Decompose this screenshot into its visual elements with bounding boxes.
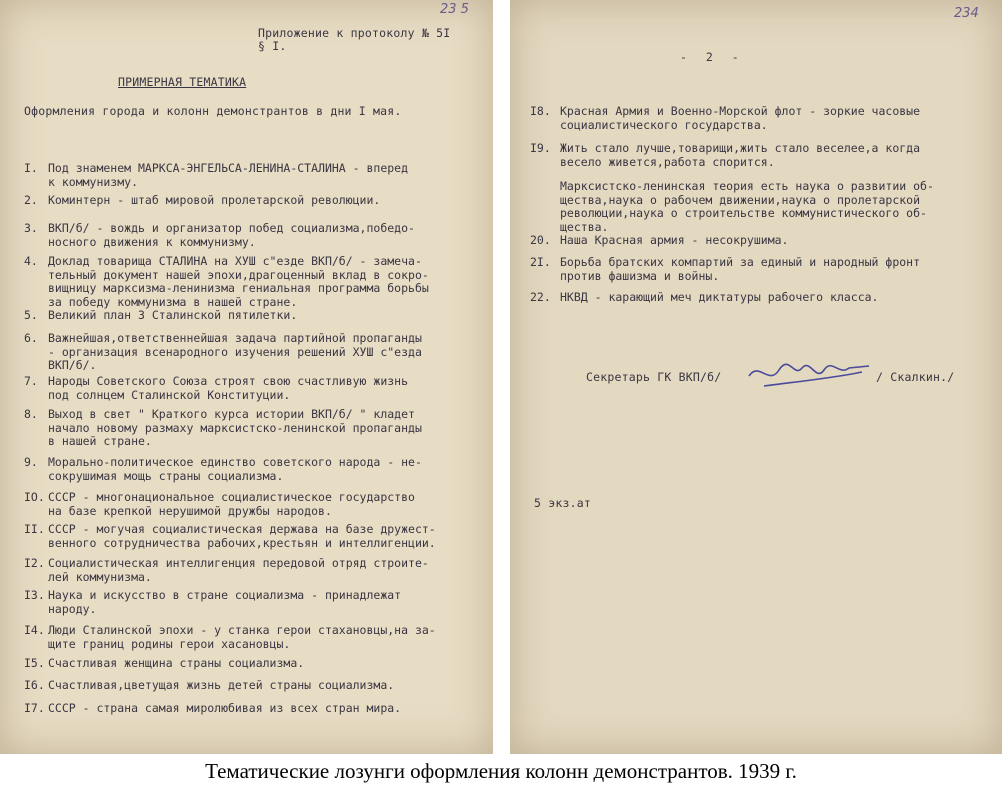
slogan-item (24, 194, 479, 208)
signature-title: Секретарь ГК ВКП/б/ (586, 370, 722, 384)
handwritten-signature (744, 356, 874, 396)
slogan-line: венного сотрудничества рабочих,крестьян и интеллигенции. (48, 535, 436, 550)
slogan-line: СССР - могучая социалистическая держава на базе дружест- (48, 522, 436, 536)
slogan-text (560, 142, 985, 169)
slogan-item (530, 142, 985, 169)
slogan-number: IO. (24, 490, 45, 504)
slogan-text (48, 702, 479, 716)
slogan-line: СССР - страна самая миролюбивая из всех стран мира. (48, 701, 402, 715)
slogan-number: 2. (24, 193, 38, 207)
slogan-line: носного движения к коммунизму. (48, 234, 256, 249)
slogan-line: Социалистическая интеллигенция передовой отряд строите- (48, 556, 429, 570)
slogan-line: Наука и искусство в стране социализма - принадлежат (48, 588, 402, 602)
slogan-item (24, 491, 479, 518)
slogan-number: 3. (24, 221, 38, 235)
slogan-line: Народы Советского Союза строят свою счастливую жизнь (48, 374, 409, 388)
slogan-line: на базе крепкой нерушимой дружбы народов. (48, 503, 332, 518)
slogan-number: 5. (24, 308, 38, 322)
slogan-line: Морально-политическое единство советского народа - не- (48, 455, 422, 469)
slogan-number: I8. (530, 104, 551, 118)
document-title: ПРИМЕРНАЯ ТЕМАТИКА (118, 75, 247, 89)
slogan-line: щества. (560, 219, 609, 234)
slogan-text (48, 624, 479, 651)
slogan-line: ВКП/б/. (48, 358, 97, 372)
slogan-number: I5. (24, 656, 45, 670)
slogan-text (48, 523, 479, 550)
slogan-text (48, 194, 479, 208)
slogan-text (560, 256, 985, 283)
slogan-number: II. (24, 522, 45, 536)
slogan-text (48, 589, 479, 616)
slogan-item (24, 557, 479, 584)
slogan-text (48, 408, 479, 449)
copies-note: 5 экз.ат (534, 496, 591, 510)
document-subtitle: Оформления города и колонн демонстрантов в дни I мая. (24, 104, 402, 118)
document-page-right (510, 0, 1002, 754)
slogan-line: НКВД - карающий меч диктатуры рабочего класса. (560, 290, 879, 304)
slogan-number: 6. (24, 331, 38, 345)
slogan-item (24, 456, 479, 483)
slogan-text (48, 657, 479, 671)
slogan-number: I7. (24, 701, 45, 715)
figure-caption: Тематические лозунги оформления колонн демонстрантов. 1939 г. (205, 759, 797, 783)
slogan-line: Наша Красная армия - несокрушима. (560, 233, 789, 247)
slogan-item (24, 309, 479, 323)
slogan-number: I. (24, 161, 38, 175)
slogan-text (48, 491, 479, 518)
slogan-line: Жить стало лучше,товарищи,жить стало веселее,а когда (560, 141, 921, 155)
slogan-line: социалистического государства. (560, 117, 768, 132)
slogan-line: начало новому размаху марксистско-ленинской пропаганды (48, 420, 422, 435)
slogan-number: 7. (24, 374, 38, 388)
slogan-line: Счастливая женщина страны социализма. (48, 656, 305, 670)
slogan-text (48, 162, 479, 189)
slogan-item (24, 657, 479, 671)
slogan-text (560, 291, 985, 305)
slogan-line: щите границ родины герои хасановцы. (48, 636, 291, 651)
slogan-number: 9. (24, 455, 38, 469)
slogan-line: против фашизма и войны. (560, 268, 720, 283)
archive-number: 234 (954, 6, 979, 21)
slogan-text (48, 679, 479, 693)
slogan-text (48, 332, 479, 373)
slogan-line: Под знаменем МАРКСА-ЭНГЕЛЬСА-ЛЕНИНА-СТАЛИНА - вперед (48, 161, 409, 175)
slogan-item (24, 624, 479, 651)
slogan-item (24, 702, 479, 716)
section-number: § I. (258, 39, 287, 53)
slogan-line: СССР - многонациональное социалистическое государство (48, 490, 415, 504)
slogan-line: вищницу марксизма-ленинизма гениальная программа борьбы (48, 281, 429, 295)
slogan-number: 8. (24, 407, 38, 421)
slogan-number: I6. (24, 678, 45, 692)
slogan-item (530, 256, 985, 283)
slogan-line: Выход в свет " Краткого курса истории ВКП/б/ " кладет (48, 407, 415, 421)
slogan-line: в нашей стране. (48, 434, 152, 448)
slogan-line: тельный документ нашей эпохи,драгоценный вклад в сокро- (48, 267, 429, 282)
slogan-line: Счастливая,цветущая жизнь детей страны социализма. (48, 678, 395, 692)
slogan-item (24, 222, 479, 249)
slogan-line: Марксистско-ленинская теория есть наука о развитии об- (560, 179, 934, 193)
slogan-line: весело живется,работа спорится. (560, 154, 775, 169)
slogan-item (530, 105, 985, 132)
slogan-text (560, 105, 985, 132)
slogan-text (48, 309, 479, 323)
slogan-item (530, 180, 985, 234)
slogan-item (24, 375, 479, 402)
slogan-item (24, 162, 479, 189)
slogan-line: народу. (48, 601, 97, 616)
slogan-number: 4. (24, 254, 38, 268)
slogan-line: ВКП/б/ - вождь и организатор побед социализма,победо- (48, 221, 415, 235)
slogan-line: Красная Армия и Военно-Морской флот - зоркие часовые (560, 104, 921, 118)
slogan-line: Доклад товарища СТАЛИНА на ХУШ с"езде ВКП/б/ - замеча- (48, 254, 422, 268)
slogan-line: - организация всенародного изучения решений ХУШ с"езда (48, 344, 422, 359)
slogan-item (24, 408, 479, 449)
slogan-number: I3. (24, 588, 45, 602)
slogan-line: Коминтерн - штаб мировой пролетарской революции. (48, 193, 381, 207)
protocol-header: Приложение к протоколу № 5I (258, 26, 451, 40)
slogan-item (24, 679, 479, 693)
slogan-text (560, 180, 985, 234)
slogan-text (48, 255, 479, 309)
slogan-line: к коммунизму. (48, 174, 139, 189)
slogan-text (48, 557, 479, 584)
slogan-text (48, 456, 479, 483)
slogan-line: революции,наука о строительстве коммунистического об- (560, 206, 927, 220)
slogan-line: за победу коммунизма в нашей стране. (48, 294, 298, 309)
slogan-line: Люди Сталинской эпохи - у станка герои стахановцы,на за- (48, 623, 436, 637)
slogan-text (48, 375, 479, 402)
slogan-text (48, 222, 479, 249)
slogan-line: Борьба братских компартий за единый и народный фронт (560, 255, 921, 269)
slogan-number: I2. (24, 556, 45, 570)
slogan-number: 2I. (530, 255, 551, 269)
slogan-number: I9. (530, 141, 551, 155)
slogan-line: под солнцем Сталинской Конституции. (48, 387, 291, 402)
slogan-line: щества,наука о рабочем движении,наука о пролетарской (560, 192, 921, 207)
page-number: - 2 - (680, 50, 745, 64)
signature-name: / Скалкин./ (876, 370, 955, 384)
slogan-item (530, 234, 985, 248)
slogan-item (24, 589, 479, 616)
slogan-item (24, 332, 479, 373)
slogan-text (560, 234, 985, 248)
slogan-line: лей коммунизма. (48, 569, 152, 584)
slogan-item (530, 291, 985, 305)
slogan-item (24, 255, 479, 309)
slogan-line: сокрушимая мощь страны социализма. (48, 468, 284, 483)
slogan-number: I4. (24, 623, 45, 637)
archive-number: 23 5 (440, 2, 469, 17)
slogan-line: Важнейшая,ответственнейшая задача партийной пропаганды (48, 331, 422, 345)
slogan-number: 20. (530, 233, 551, 247)
slogan-item (24, 523, 479, 550)
document-page-left (0, 0, 493, 754)
slogan-number: 22. (530, 290, 551, 304)
slogan-line: Великий план 3 Сталинской пятилетки. (48, 308, 298, 322)
